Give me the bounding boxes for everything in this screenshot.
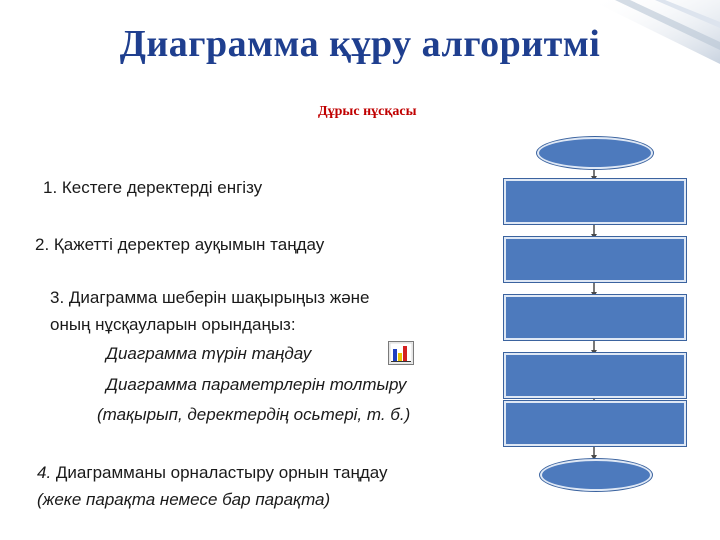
step-3-sub-2: Диаграмма параметрлерін толтыру [106,375,407,394]
page-title: Диаграмма құру алгоритмі [119,23,601,65]
step-3-sub-1: Диаграмма түрін таңдау [106,344,312,363]
step-4-number: 4. [37,463,52,482]
step-2: 2. Қажетті деректер ауқымын таңдау [35,235,325,254]
flowchart-end [540,459,652,491]
flowchart-block-3 [504,295,686,340]
flowchart-block-2 [504,237,686,282]
flowchart-block-5 [504,401,686,446]
step-4-note: (жеке парақта немесе бар парақта) [37,490,331,509]
flowchart-start [537,137,653,169]
flowchart-block-1 [504,179,686,224]
step-4-text: Диаграмманы орналастыру орнын таңдау [51,463,388,482]
step-3-line-1: 3. Диаграмма шеберін шақырыңыз және [50,288,370,307]
step-1: 1. Кестеге деректерді енгізу [43,178,263,197]
subtitle: Дұрыс нұсқасы [318,104,417,119]
step-3-sub-3: (тақырып, деректердің осьтері, т. б.) [97,405,411,424]
step-3-line-2: оның нұсқауларын орындаңыз: [50,315,296,334]
flowchart-block-4 [504,353,686,398]
